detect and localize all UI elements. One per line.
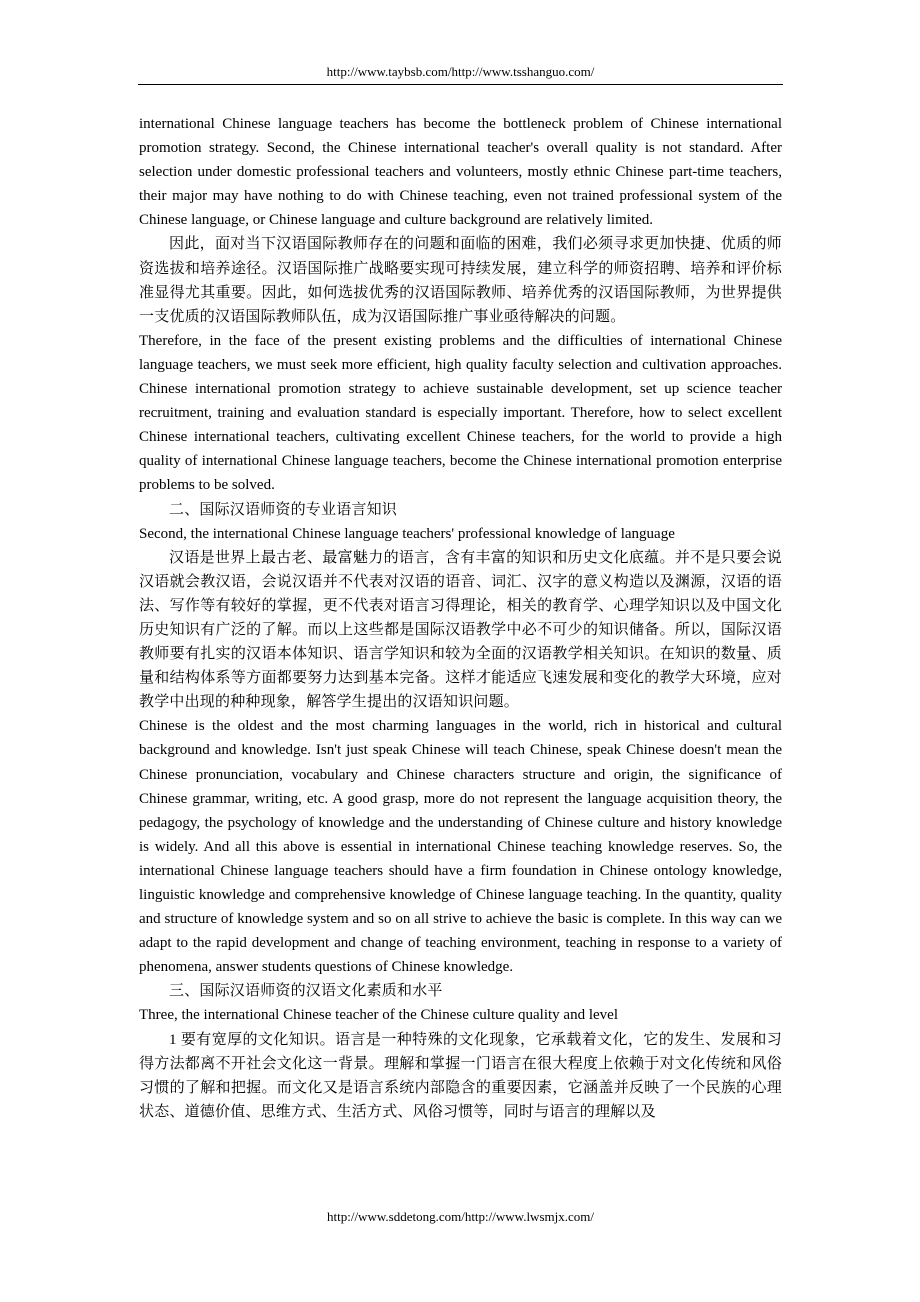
- paragraph-en: international Chinese language teachers has become the bottleneck problem of Chinese international promotion strategy. Second, the Chinese international teacher's overall quality is not standard. After selection under domestic professional teachers and volunteers, mostly ethnic Chinese part-time teachers, their major may have nothing to do with Chinese teaching, even not trained professional system of the Chinese language, or Chinese language and culture background are relatively limited.: [139, 116, 782, 229]
- section-heading-en: Three, the international Chinese teacher of the Chinese culture quality and level: [139, 1007, 618, 1024]
- page-header-url: http://www.taybsb.com/http://www.tsshanguo.com/: [326, 64, 595, 79]
- section-heading-en: Second, the international Chinese language teachers' professional knowledge of language: [139, 525, 675, 542]
- header-divider: [138, 84, 783, 85]
- paragraph-zh: 1 要有宽厚的文化知识。语言是一种特殊的文化现象，它承载着文化，它的发生、发展和习得方法都离不开社会文化这一背景。理解和掌握一门语言在很大程度上依赖于对文化传统和风俗习惯的了解和把握。而文化又是语言系统内部隐含的重要因素，它涵盖并反映了一个民族的心理状态、道德价值、思维方式、生活方式、风俗习惯等，同时与语言的理解以及: [139, 1031, 782, 1120]
- paragraph-en: Chinese is the oldest and the most charming languages in the world, rich in historical and cultural background and knowledge. Isn't just speak Chinese will teach Chinese, speak Chinese doesn't mean the Chinese pronunciation, vocabulary and Chinese characters structure and origin, the significance of Chinese grammar, writing, etc. A good grasp, more do not represent the language acquisition theory, the pedagogy, the psychology of knowledge and the understanding of Chinese culture and history knowledge is widely. And all this above is essential in international Chinese teaching knowledge reserves. So, the international Chinese language teachers should have a firm foundation in Chinese ontology knowledge, linguistic knowledge and comprehensive knowledge of Chinese language teaching. In the quantity, quality and structure of knowledge system and so on all strive to achieve the basic is complete. In this way can we adapt to the rapid development and change of teaching environment, teaching in response to a variety of phenomena, answer students questions of Chinese knowledge.: [139, 718, 782, 976]
- paragraph-en: Therefore, in the face of the present existing problems and the difficulties of international Chinese language teachers, we must seek more efficient, high quality faculty selection and cultivation approaches. Chinese international promotion strategy to achieve sustainable development, set up science teacher recruitment, training and evaluation standard is especially important. Therefore, how to select excellent Chinese international teachers, cultivating excellent Chinese teachers, for the world to provide a high quality of international Chinese language teachers, become the Chinese international promotion enterprise problems to be solved.: [139, 332, 782, 494]
- section-heading-zh: 二、国际汉语师资的专业语言知识: [169, 501, 398, 518]
- section-heading-zh: 三、国际汉语师资的汉语文化素质和水平: [169, 983, 443, 1000]
- paragraph-zh: 因此，面对当下汉语国际教师存在的问题和面临的困难，我们必须寻求更加快捷、优质的师资选拔和培养途径。汉语国际推广战略要实现可持续发展，建立科学的师资招聘、培养和评价标准显得尤其重要。因此，如何选拔优秀的汉语国际教师、培养优秀的汉语国际教师，为世界提供一支优质的汉语国际教师队伍，成为汉语国际推广事业亟待解决的问题。: [139, 236, 782, 325]
- document-body: [139, 112, 782, 1124]
- page-footer-url: http://www.sddetong.com/http://www.lwsmjx.com/: [327, 1209, 594, 1224]
- paragraph-zh: 汉语是世界上最古老、最富魅力的语言，含有丰富的知识和历史文化底蕴。并不是只要会说汉语就会教汉语，会说汉语并不代表对汉语的语音、词汇、汉字的意义构造以及渊源，汉语的语法、写作等有较好的掌握，更不代表对语言习得理论，相关的教育学、心理学知识以及中国文化历史知识有广泛的了解。而以上这些都是国际汉语教学中必不可少的知识储备。所以，国际汉语教师要有扎实的汉语本体知识、语言学知识和较为全面的汉语教学相关知识。在知识的数量、质量和结构体系等方面都要努力达到基本完备。这样才能适应飞速发展和变化的教学大环境，应对教学中出现的种种现象，解答学生提出的汉语知识问题。: [139, 549, 782, 711]
